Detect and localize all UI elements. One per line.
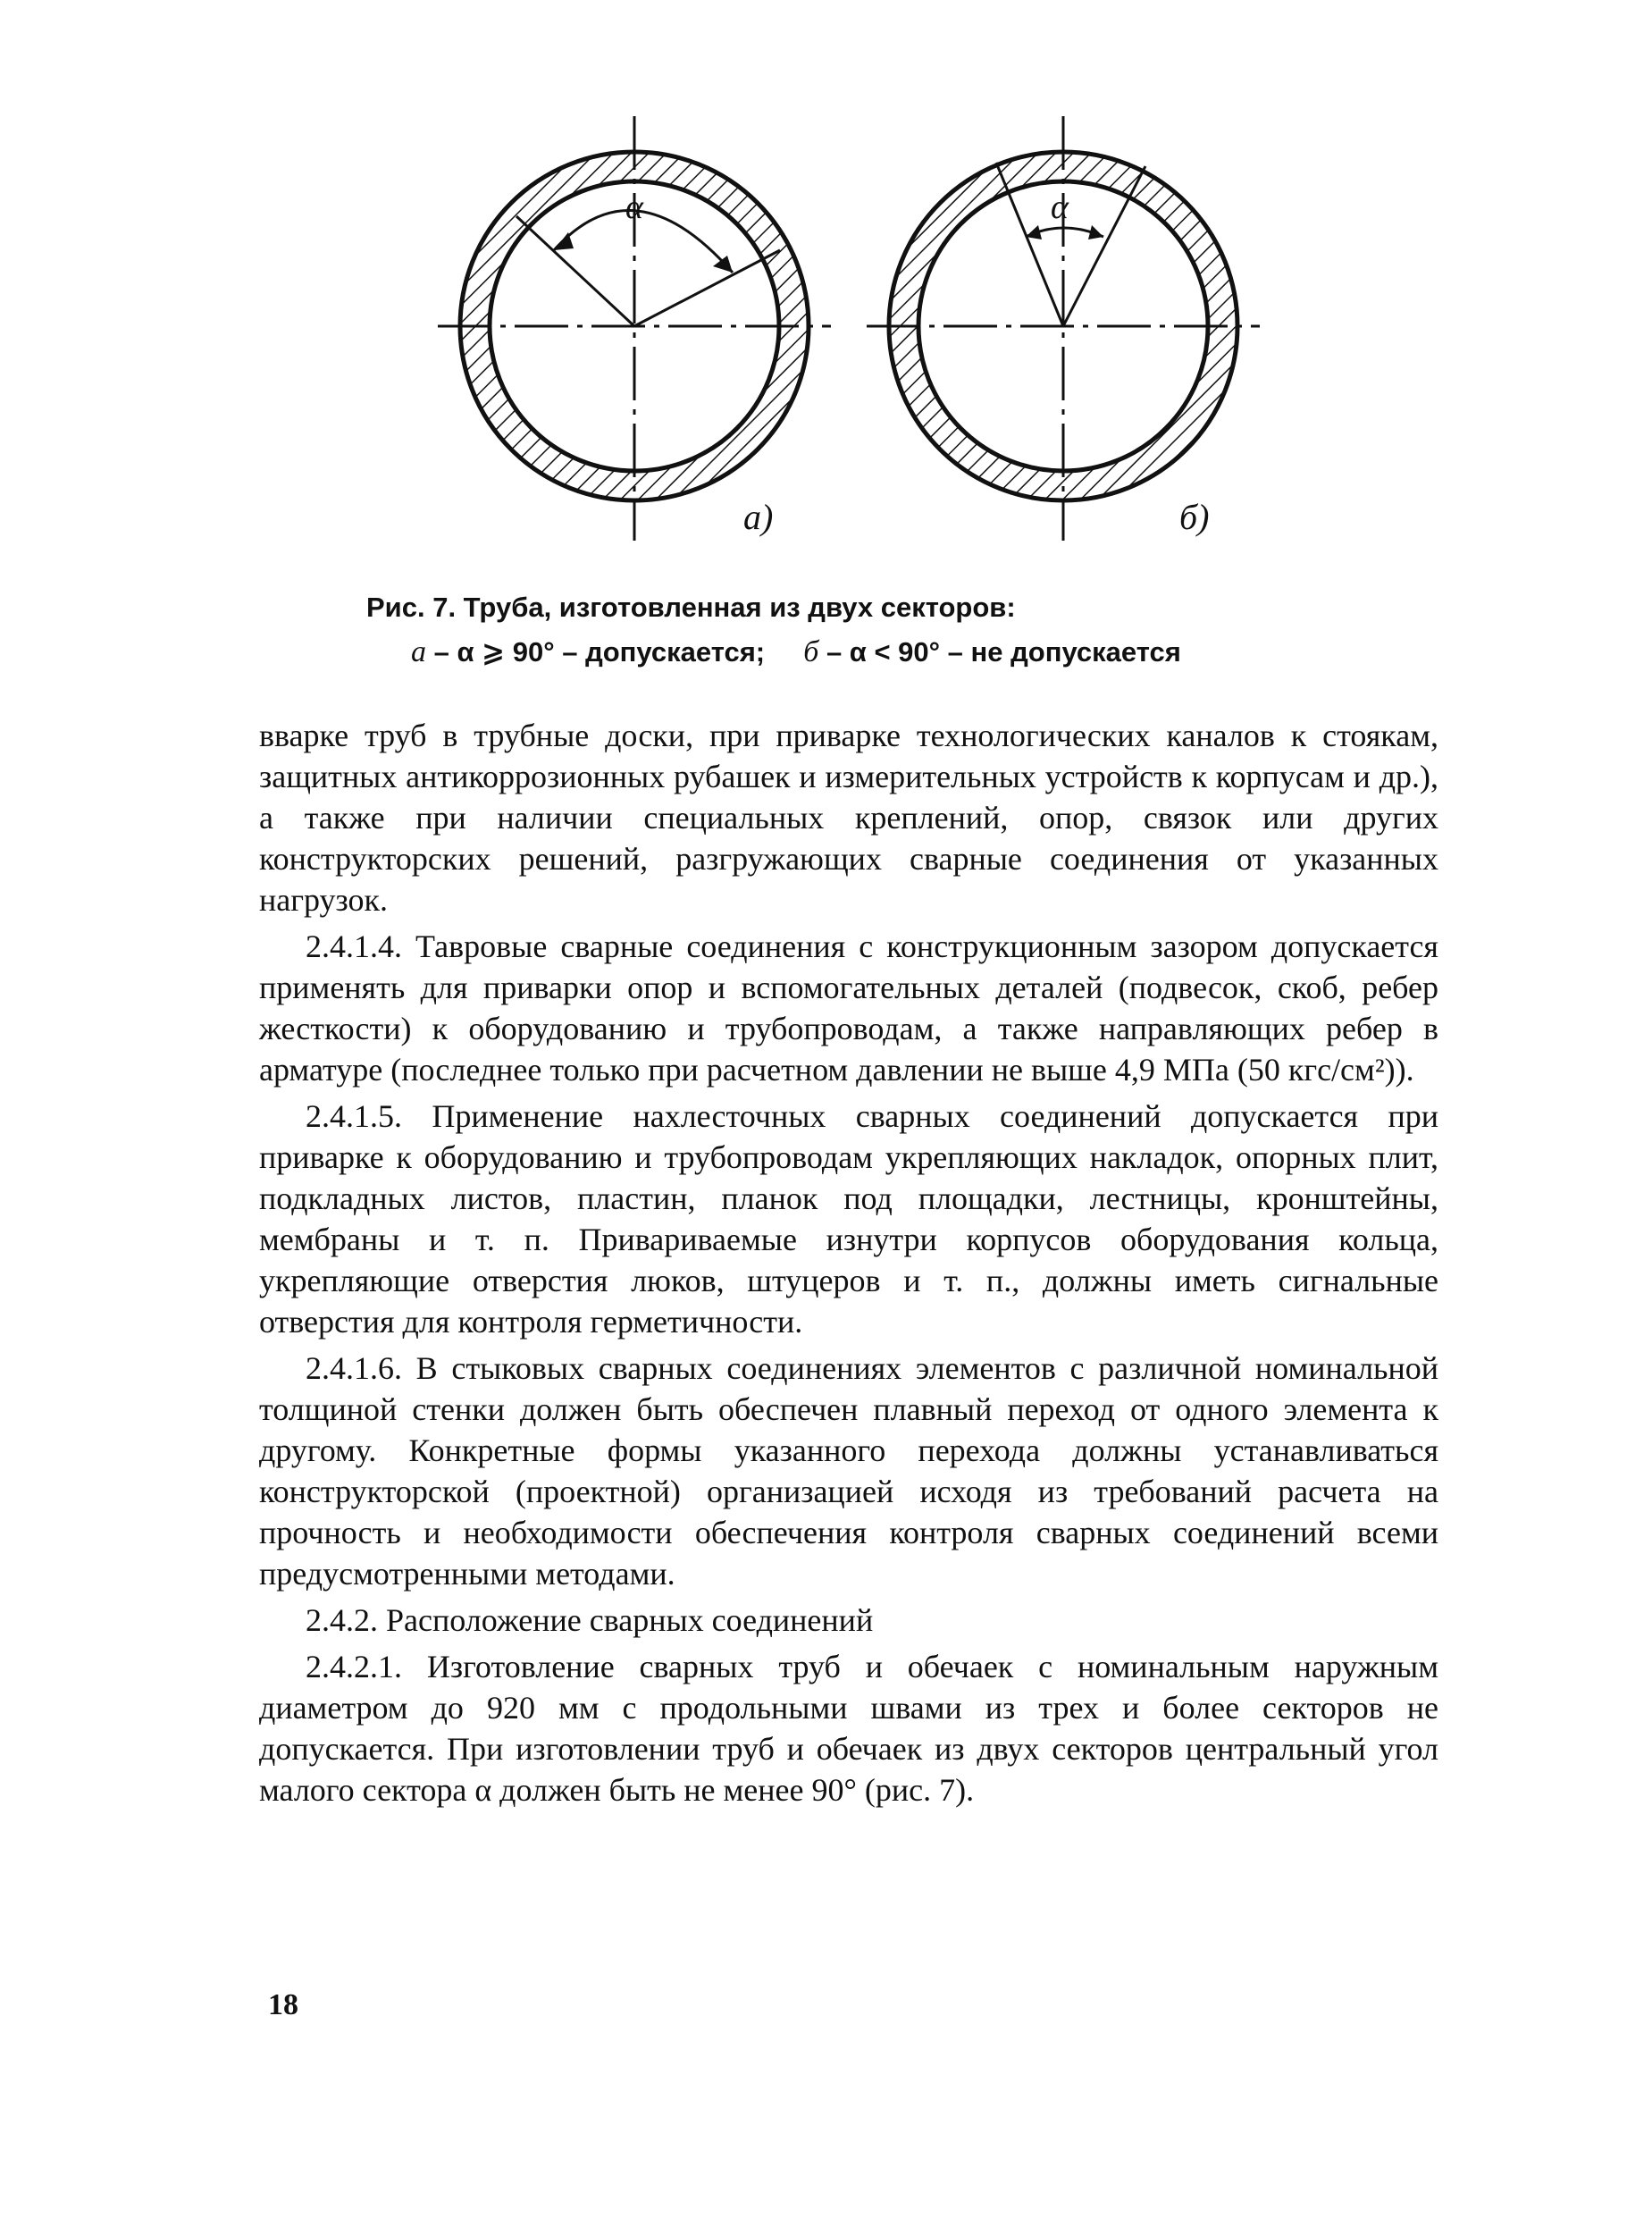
alpha-label-b: α	[1051, 189, 1069, 226]
subfigure-label-b: б)	[1179, 497, 1210, 537]
pipe-a	[438, 116, 831, 541]
figure-caption	[366, 585, 1349, 675]
paragraph: 2.4.1.4. Тавровые сварные соединения с конструкционным зазором допускается применять для приварки опор и вспомогательных деталей (подвесок, скоб, ребер жесткости) к оборудованию и трубопроводам, а также направляющих ребер в арматуре (последнее только при расчетном давлении не выше 4,9 МПа (50 кгс/см²)).	[259, 928, 1438, 1088]
paragraph: 2.4.1.5. Применение нахлесточных сварных соединений допускается при приварке к оборудованию и трубопроводам укрепляющих накладок, опорных плит, подкладных листов, пластин, планок под площадки, лестницы, кронштейны, мембраны и т. п. Привариваемые изнутри корпусов оборудования кольца, укрепляющие отверстия люков, штуцеров и т. п., должны иметь сигнальные отверстия для контроля герметичности.	[259, 1098, 1438, 1340]
figure-7	[357, 107, 1340, 572]
pipe-b	[867, 116, 1260, 541]
caption-b-letter: б	[803, 635, 819, 668]
caption-line-2	[366, 630, 1349, 675]
subfigure-label-a: а)	[743, 497, 774, 537]
caption-b-text: – α < 90° – не допускается	[818, 636, 1181, 668]
alpha-label-a: α	[625, 189, 643, 226]
section-heading: 2.4.2. Расположение сварных соединений	[306, 1602, 874, 1638]
body-text	[259, 715, 1438, 1816]
paragraph: вварке труб в трубные доски, при приварке технологических каналов к стоякам, защитных антикоррозионных рубашек и измерительных устройств к корпусам и др.), а также при наличии специальных креплений, опор, связок или других конструкторских решений, разгружающих сварные соединения от указанных нагрузок.	[259, 718, 1438, 918]
caption-line-1: Рис. 7. Труба, изготовленная из двух секторов:	[366, 592, 1016, 623]
caption-a-text: – α ⩾ 90° – допускается;	[426, 636, 766, 668]
caption-a-letter: а	[411, 635, 426, 668]
paragraph: 2.4.2.1. Изготовление сварных труб и обечаек с номинальным наружным диаметром до 920 мм с продольными швами из трех и более секторов не допускается. При изготовлении труб и обечаек из двух секторов центральный угол малого сектора α должен быть не менее 90° (рис. 7).	[259, 1649, 1438, 1808]
paragraph: 2.4.1.6. В стыковых сварных соединениях элементов с различной номинальной толщиной стенки должен быть обеспечен плавный переход от одного элемента к другому. Конкретные формы указанного перехода должны устанавливаться конструкторской (проектной) организацией исходя из требований расчета на прочность и необходимости обеспечения контроля сварных соединений всеми предусмотренными методами.	[259, 1350, 1438, 1592]
page-number: 18	[268, 1988, 298, 2021]
